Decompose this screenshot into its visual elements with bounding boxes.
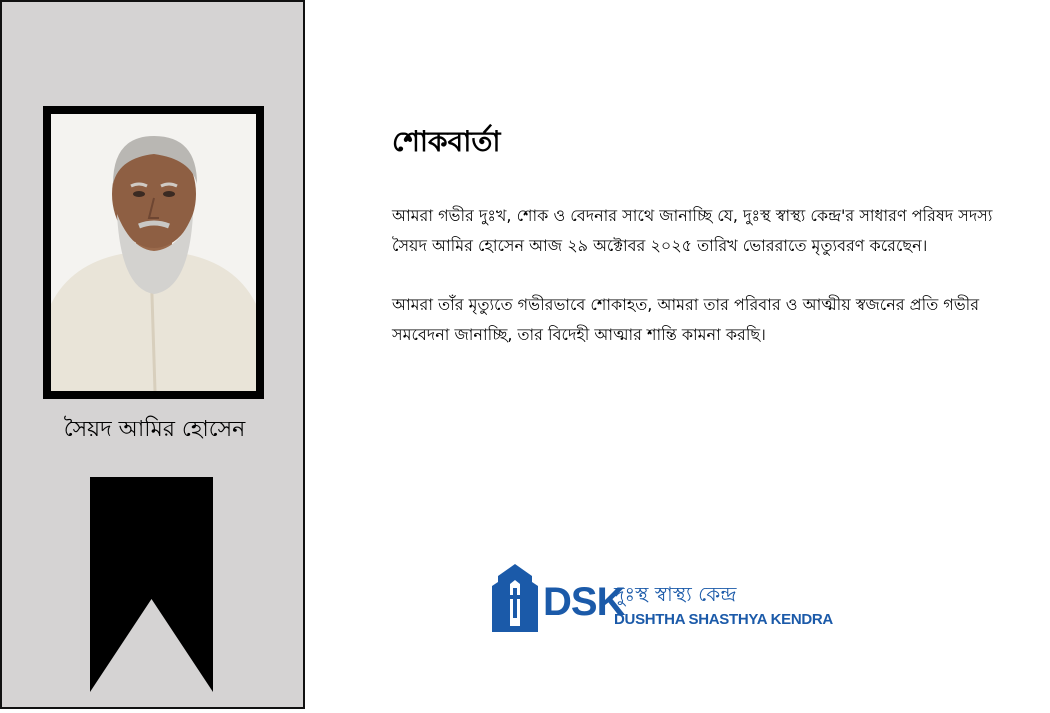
logo-name-english: DUSHTHA SHASTHYA KENDRA (614, 611, 833, 628)
dsk-emblem-icon (490, 562, 540, 636)
logo-name-bengali: দুঃস্থ স্বাস্থ্য কেন্দ্র (614, 582, 737, 606)
condolence-notice (392, 120, 1032, 379)
logo-abbreviation: DSK (543, 580, 625, 624)
notice-title: শোকবার্তা (392, 125, 501, 158)
notice-paragraph-2: আমরা তাঁর মৃত্যুতে গভীরভাবে শোকাহত, আমরা তার পরিবার ও আত্মীয় স্বজনের প্রতি গভীর সমবেদনা জানাচ্ছি, তার বিদেহী আত্মার শান্তি কামনা করছি। (392, 295, 980, 344)
portrait-photo (51, 114, 256, 391)
memorial-sidebar (0, 0, 305, 709)
person-name: সৈয়দ আমির হোসেন (63, 417, 246, 442)
notice-paragraph-1: আমরা গভীর দুঃখ, শোক ও বেদনার সাথে জানাচ্ছি যে, দুঃস্থ স্বাস্থ্য কেন্দ্র'র সাধারণ পরিষদ সদস্য সৈয়দ আমির হোসেন আজ ২৯ অক্টোবর ২০২৫ তারিখ ভোররাতে মৃত্যুবরণ করেছেন। (392, 206, 993, 255)
dsk-logo (490, 562, 833, 640)
portrait-frame (43, 106, 264, 399)
mourning-ribbon-icon (90, 477, 213, 692)
